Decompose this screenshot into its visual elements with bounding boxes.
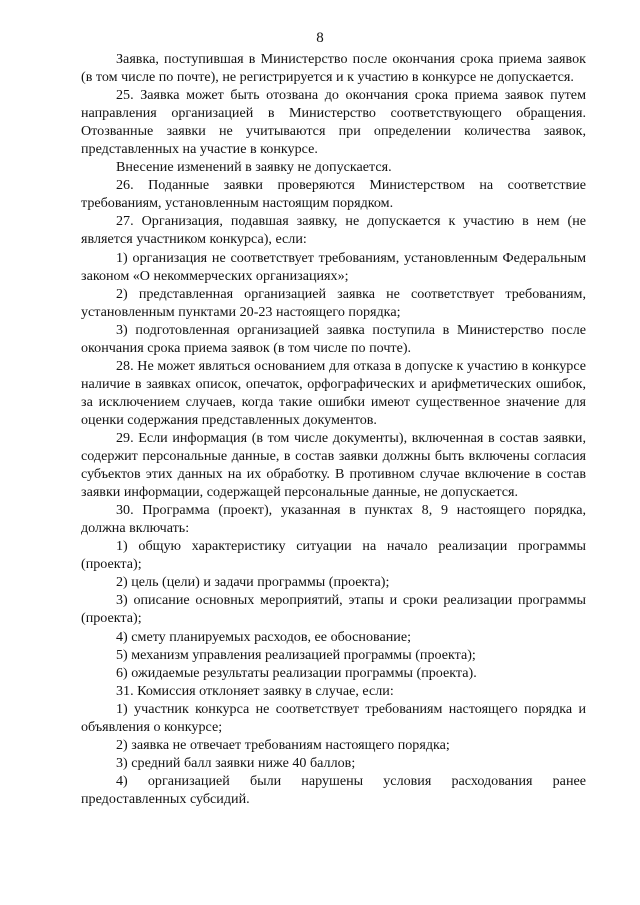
paragraph-30-item-6: 6) ожидаемые результаты реализации программы (проекта). bbox=[116, 664, 477, 681]
paragraph-31-item-3: 3) средний балл заявки ниже 40 баллов; bbox=[116, 754, 356, 771]
paragraph-25-note: Внесение изменений в заявку не допускается. bbox=[116, 159, 392, 176]
paragraph-27-item-3: 3) подготовленная организацией заявка поступила в Министерство после окончания срока приема заявок (в том числе по почте). bbox=[81, 321, 586, 356]
paragraph-31: 31. Комиссия отклоняет заявку в случае, если: bbox=[116, 682, 394, 699]
paragraph-30-item-1: 1) общую характеристику ситуации на начало реализации программы (проекта); bbox=[81, 538, 586, 573]
paragraph-31-item-4: 4) организацией были нарушены условия расходования ранее предоставленных субсидий. bbox=[81, 772, 586, 807]
paragraph-30-item-2: 2) цель (цели) и задачи программы (проекта); bbox=[116, 574, 390, 591]
paragraph-28: 28. Не может являться основанием для отказа в допуске к участию в конкурсе наличие в заявках описок, опечаток, орфографических и арифметических ошибок, за исключением случаев, когда такие ошибки имеют существенное значение для оценки содержания представленных документов. bbox=[81, 357, 586, 428]
paragraph-27-item-2: 2) представленная организацией заявка не соответствует требованиям, установленным пунктами 20-23 настоящего порядка; bbox=[81, 285, 586, 320]
paragraph-31-item-1: 1) участник конкурса не соответствует требованиям настоящего порядка и объявления о конкурсе; bbox=[81, 700, 586, 735]
paragraph-27-item-1: 1) организация не соответствует требованиям, установленным Федеральным законом «О некоммерческих организациях»; bbox=[81, 249, 586, 284]
page-number: 8 bbox=[316, 30, 324, 46]
paragraph-30-item-5: 5) механизм управления реализацией программы (проекта); bbox=[116, 646, 476, 663]
paragraph-30: 30. Программа (проект), указанная в пунктах 8, 9 настоящего порядка, должна включать: bbox=[81, 502, 586, 537]
paragraph-30-item-4: 4) смету планируемых расходов, ее обоснование; bbox=[116, 628, 412, 645]
paragraph-30-item-3: 3) описание основных мероприятий, этапы и сроки реализации программы (проекта); bbox=[81, 592, 586, 627]
paragraph-26: 26. Поданные заявки проверяются Министерством на соответствие требованиям, установленным настоящим порядком. bbox=[81, 177, 586, 212]
paragraph-27: 27. Организация, подавшая заявку, не допускается к участию в нем (не является участником конкурса), если: bbox=[81, 213, 586, 248]
paragraph-25: 25. Заявка может быть отозвана до окончания срока приема заявок путем направления организацией в Министерство соответствующего обращения. Отозванные заявки не учитываются при определении количества заявок, представленных на участие в конкурсе. bbox=[81, 87, 586, 158]
paragraph-29: 29. Если информация (в том числе документы), включенная в состав заявки, содержит персональные данные, в состав заявки должны быть включены согласия субъектов этих данных на их обработку. В противном случае включение в состав заявки информации, содержащей персональные данные, не допускается. bbox=[81, 429, 586, 501]
document-body bbox=[81, 50, 586, 808]
paragraph-intro: Заявка, поступившая в Министерство после окончания срока приема заявок (в том числе по почте), не регистрируется и к участию в конкурсе не допускается. bbox=[81, 51, 586, 86]
paragraph-31-item-2: 2) заявка не отвечает требованиям настоящего порядка; bbox=[116, 736, 450, 753]
